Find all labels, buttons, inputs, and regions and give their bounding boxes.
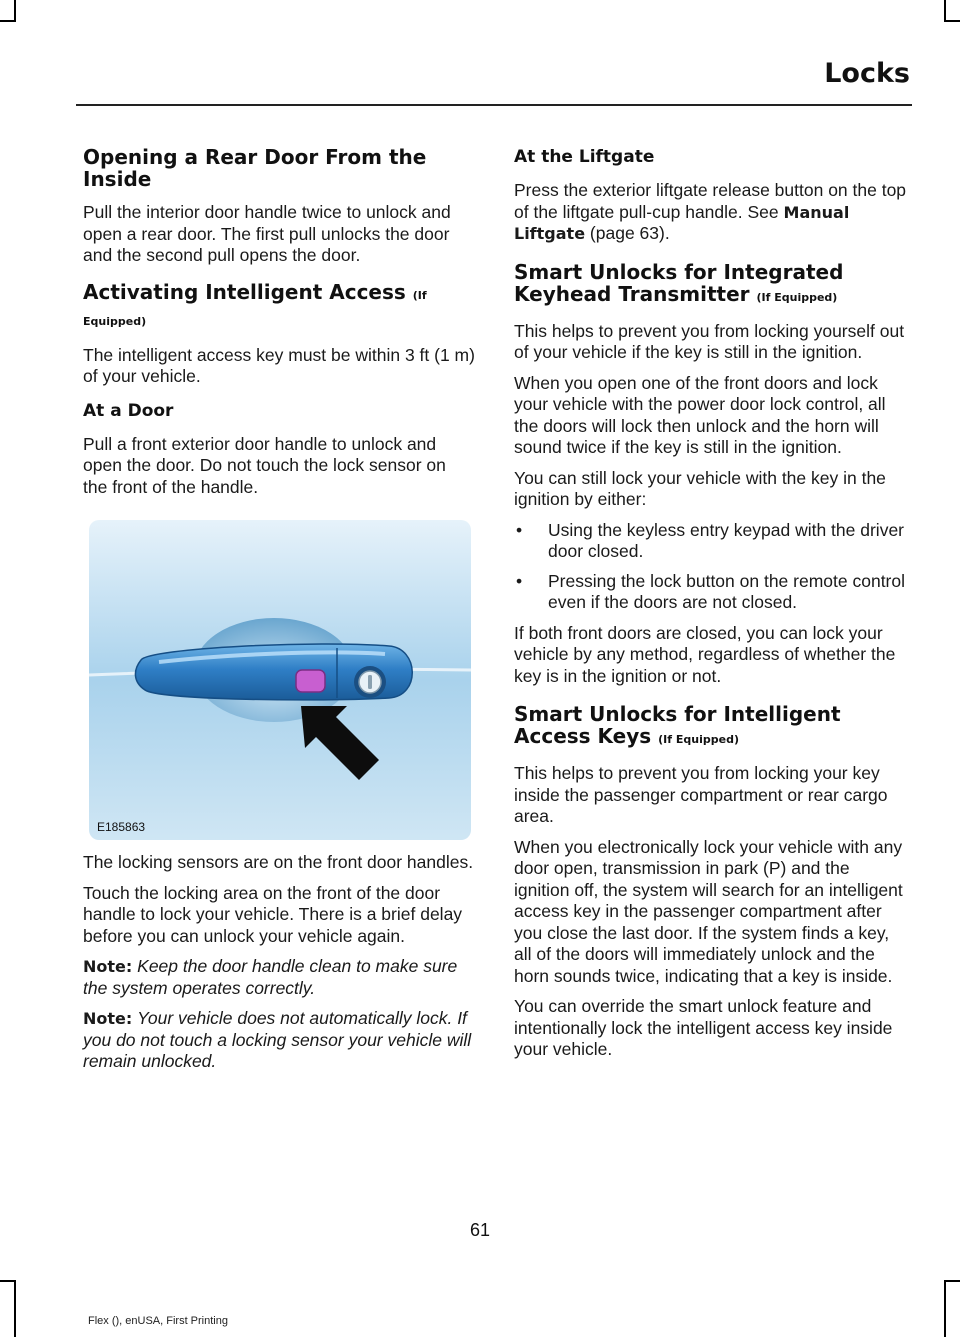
para-ikt-2: When you open one of the front doors and lock your vehicle with the power door lock control, all the doors will lock then unlock and the horn will sound twice if the key is still in the ignition. <box>514 372 886 457</box>
crop-mark-bottom-right-h <box>944 1280 960 1282</box>
footer-edition: Flex (), enUSA, First Printing <box>88 1315 228 1327</box>
para-key-within: The intelligent access key must be within 3 ft (1 m) of your vehicle. <box>83 344 475 386</box>
crop-mark-top-right-v <box>944 0 946 20</box>
bullet-icon: • <box>516 519 523 540</box>
list-item-text: Pressing the lock button on the remote control even if the doors are not closed. <box>548 570 906 612</box>
heading-activating-intelligent-access <box>83 281 475 333</box>
note-label: Note: <box>83 1009 133 1028</box>
para-ikt-4: If both front doors are closed, you can lock your vehicle by any method, regardless of whether the key is in the ignition or not. <box>514 622 896 686</box>
para-liftgate <box>514 180 908 245</box>
heading-activating-condition: (If Equipped) <box>83 288 427 328</box>
para-touch-locking-area: Touch the locking area on the front of the door handle to lock your vehicle. There is a brief delay before you can unlock your vehicle again. <box>83 882 463 946</box>
title-rule <box>76 104 912 106</box>
lock-sensor <box>296 670 325 692</box>
figure-id: E185863 <box>97 820 146 834</box>
bullet-icon: • <box>516 570 523 591</box>
heading-activating-text: Activating Intelligent Access <box>83 279 406 304</box>
page-title: Locks <box>824 58 910 89</box>
note-text: Keep the door handle clean to make sure the system operates correctly. <box>83 956 458 998</box>
para-iak-2: When you electronically lock your vehicle with any door open, transmission in park (P) and the ignition off, the system will search for an intelligent access key in the passenger compartment after you close the last door. If the system finds a key, all of the doors will immediately unlock and the horn sounds twice, indicating that a key is inside. <box>514 836 903 986</box>
heading-rear-door: Opening a Rear Door From the Inside <box>83 145 427 191</box>
crop-mark-top-right-h <box>944 20 960 22</box>
liftgate-page-ref: (page 63). <box>589 223 670 243</box>
para-at-a-door: Pull a front exterior door handle to unlock and open the door. Do not touch the lock sensor on the front of the handle. <box>83 433 446 497</box>
crop-mark-bottom-left-h <box>0 1280 16 1282</box>
list-item <box>514 520 908 563</box>
note-no-auto-lock <box>83 1008 475 1073</box>
heading-iak-condition: (If Equipped) <box>658 733 739 746</box>
para-rear-door: Pull the interior door handle twice to unlock and open a rear door. The first pull unlocks the door and the second pull opens the door. <box>83 202 451 265</box>
crop-mark-top-left-v <box>14 0 16 20</box>
crop-mark-bottom-right-v <box>944 1280 946 1337</box>
para-iak-3: You can override the smart unlock feature and intentionally lock the intelligent access key inside your vehicle. <box>514 996 893 1059</box>
heading-smart-unlocks-iak <box>514 703 908 751</box>
heading-iak-text: Smart Unlocks for Intelligent Access Keys <box>514 702 841 748</box>
right-column <box>514 146 908 1070</box>
manual-liftgate-link[interactable]: Manual Liftgate <box>514 202 850 243</box>
note-clean-handle <box>83 956 475 999</box>
heading-ikt-condition: (If Equipped) <box>756 290 838 304</box>
list-item-text: Using the keyless entry keypad with the driver door closed. <box>548 519 904 561</box>
list-item <box>514 571 908 614</box>
note-text: Your vehicle does not automatically lock. If you do not touch a locking sensor your vehicle will remain unlocked. <box>83 1008 472 1071</box>
para-locking-sensors: The locking sensors are on the front door handles. <box>83 852 474 872</box>
heading-smart-unlocks-ikt <box>514 261 908 309</box>
para-ikt-1: This helps to prevent you from locking yourself out of your vehicle if the key is still in the ignition. <box>514 320 905 362</box>
liftgate-text: Press the exterior liftgate release button on the top of the liftgate pull-cup handle. See <box>514 180 907 222</box>
para-iak-1: This helps to prevent you from locking your key inside the passenger compartment or rear cargo area. <box>514 763 888 826</box>
crop-mark-bottom-left-v <box>14 1280 16 1337</box>
lock-methods-list <box>514 520 908 614</box>
heading-at-a-door: At a Door <box>83 400 174 421</box>
heading-at-the-liftgate: At the Liftgate <box>514 147 655 167</box>
door-handle-illustration <box>89 520 471 840</box>
door-handle-svg <box>89 520 471 840</box>
note-label: Note: <box>83 957 133 976</box>
para-ikt-3: You can still lock your vehicle with the key in the ignition by either: <box>514 467 886 509</box>
heading-ikt-text: Smart Unlocks for Integrated Keyhead Transmitter <box>514 259 844 306</box>
page-number: 61 <box>469 1220 491 1240</box>
left-column <box>83 146 475 1082</box>
crop-mark-top-left-h <box>0 20 16 22</box>
